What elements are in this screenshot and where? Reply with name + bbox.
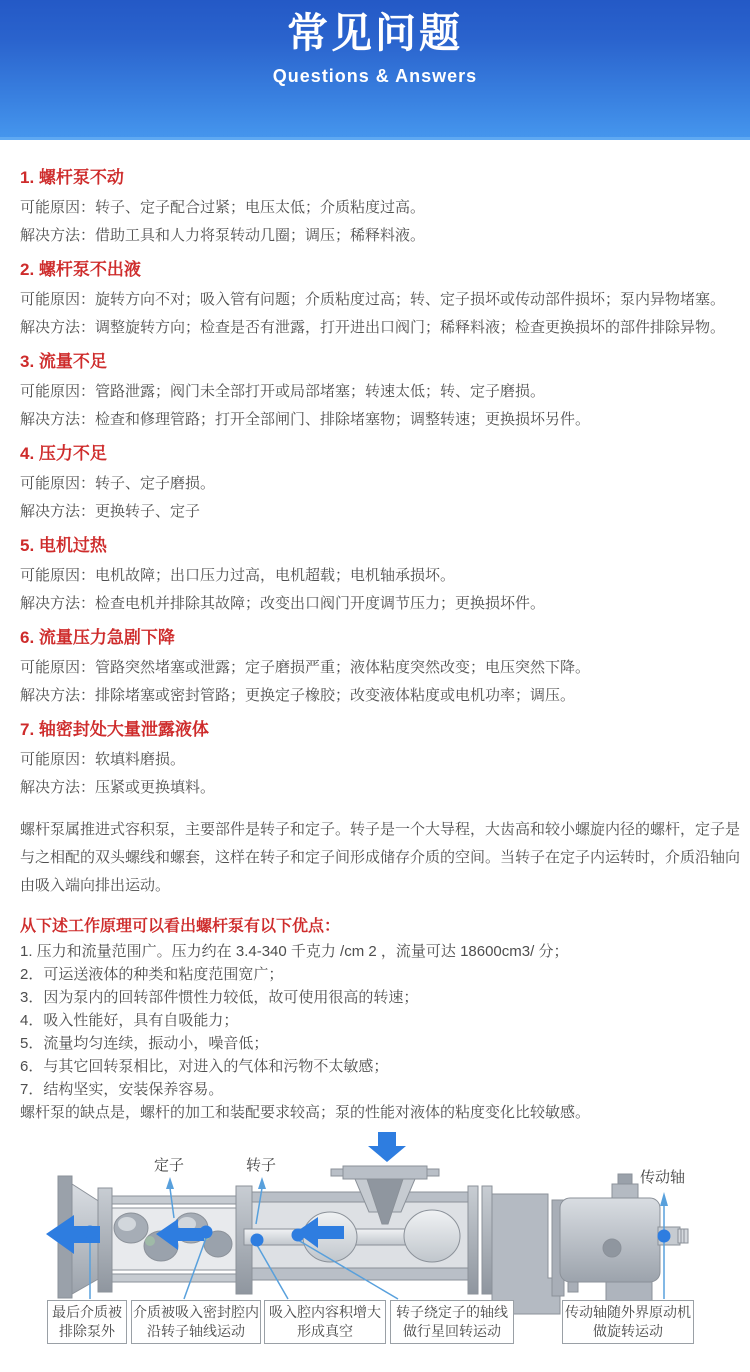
disadvantage-note: 螺杆泵的缺点是，螺杆的加工和装配要求较高；泵的性能对液体的粘度变化比较敏感。 [20,1104,591,1121]
qa-solution: 解决方法：调整旋转方向；检查是否有泄露，打开进出口阀门；稀释料液；检查更换损坏的部件排除异物。 [20,319,726,336]
caption-line: 排除泵外 [59,1323,115,1339]
part-label-stator: 定子 [154,1157,185,1174]
advantage-item: 3．因为泵内的回转部件惯性力较低，故可使用很高的转速； [20,989,419,1006]
qa-solution: 解决方法：检查和修理管路；打开全部闸门、排除堵塞物；调整转速；更换损坏另件。 [20,411,591,428]
qa-section-7 [20,718,742,802]
diagram-caption-4 [390,1300,514,1344]
qa-section-6 [20,626,742,710]
caption-line: 形成真空 [297,1323,353,1339]
page-title: 常见问题 [287,10,463,56]
qa-title: 7. 轴密封处大量泄露液体 [20,720,209,739]
caption-line: 介质被吸入密封腔内 [133,1304,259,1320]
qa-title: 2. 螺杆泵不出液 [20,260,141,279]
part-label-rotor: 转子 [246,1157,277,1174]
qa-cause: 可能原因：管路泄露；阀门未全部打开或局部堵塞；转速太低；转、定子磨损。 [20,383,546,400]
caption-line: 转子绕定子的轴线 [396,1304,508,1320]
qa-cause: 可能原因：管路突然堵塞或泄露；定子磨损严重；液体粘度突然改变；电压突然下降。 [20,659,591,676]
advantage-item: 7．结构坚实，安装保养容易。 [20,1081,224,1098]
qa-title: 6. 流量压力急剧下降 [20,628,175,647]
inlet-arrow-down-icon [368,1132,406,1162]
qa-section-1 [20,166,742,250]
caption-line: 传动轴随外界原动机 [565,1304,691,1320]
qa-section-3 [20,350,742,434]
marker-dot [658,1230,671,1243]
qa-cause: 可能原因：转子、定子磨损。 [20,475,216,492]
page-banner [0,0,750,140]
caption-line: 做旋转运动 [593,1323,663,1339]
qa-solution: 解决方法：压紧或更换填料。 [20,779,216,796]
qa-cause: 可能原因：软填料磨损。 [20,751,186,768]
qa-section-5 [20,534,742,618]
advantage-item: 1. 压力和流量范围广。压力约在 3.4-340 千克力 /cm 2 ，流量可达 18600cm3/ 分； [20,943,569,960]
diagram-caption-2 [131,1300,261,1344]
diagram-caption-3 [264,1300,386,1344]
marker-dot [84,1226,97,1239]
qa-list [20,166,742,810]
qa-cause: 可能原因：旋转方向不对；吸入管有问题；介质粘度过高；转、定子损坏或传动部件损坏；泵内异物堵塞。 [20,291,726,308]
qa-solution: 解决方法：排除堵塞或密封管路；更换定子橡胶；改变液体粘度或电机功率；调压。 [20,687,576,704]
qa-solution: 解决方法：检查电机并排除其故障；改变出口阀门开度调节压力；更换损坏件。 [20,595,546,612]
pump-diagram [0,1128,750,1372]
marker-dot [251,1234,264,1247]
qa-title: 1. 螺杆泵不动 [20,168,124,187]
qa-title: 3. 流量不足 [20,352,107,371]
qa-solution: 解决方法：更换转子、定子 [20,503,201,520]
diagram-caption-5 [562,1300,694,1344]
qa-section-4 [20,442,742,526]
caption-line: 沿转子轴线运动 [147,1323,245,1339]
caption-line: 吸入腔内容积增大 [269,1304,381,1320]
advantage-item: 5．流量均匀连续，振动小，噪音低； [20,1035,269,1052]
advantages-heading: 从下述工作原理可以看出螺杆泵有以下优点： [20,918,341,935]
advantage-item: 4．吸入性能好，具有自吸能力； [20,1012,239,1029]
qa-title: 5. 电机过热 [20,536,107,555]
marker-dot [200,1226,213,1239]
advantage-item: 6．与其它回转泵相比，对进入的气体和污物不太敏感； [20,1058,389,1075]
advantage-item: 2．可运送液体的种类和粘度范围宽广； [20,966,284,983]
page-subtitle: Questions & Answers [272,66,478,86]
part-label-drive-shaft: 传动轴 [640,1169,686,1186]
qa-cause: 可能原因：电机故障；出口压力过高，电机超载；电机轴承损坏。 [20,567,456,584]
qa-section-2 [20,258,742,342]
advantages-block [20,914,742,1124]
pump-body [58,1166,688,1314]
qa-title: 4. 压力不足 [20,444,107,463]
diagram-caption-1 [47,1300,127,1344]
qa-cause: 可能原因：转子、定子配合过紧；电压太低；介质粘度过高。 [20,199,426,216]
marker-dot [292,1229,305,1242]
caption-line: 做行星回转运动 [403,1323,501,1339]
qa-solution: 解决方法：借助工具和人力将泵转动几圈；调压；稀释料液。 [20,227,426,244]
caption-line: 最后介质被 [52,1304,122,1320]
pump-description: 螺杆泵属推进式容积泵，主要部件是转子和定子。转子是一个大导程，大齿高和较小螺旋内径的螺杆，定子是与之相配的双头螺线和螺套，这样在转子和定子间形成储存介质的空间。当转子在定子内运转时，介质沿轴向由吸入端向排出运动。 [20,821,741,894]
